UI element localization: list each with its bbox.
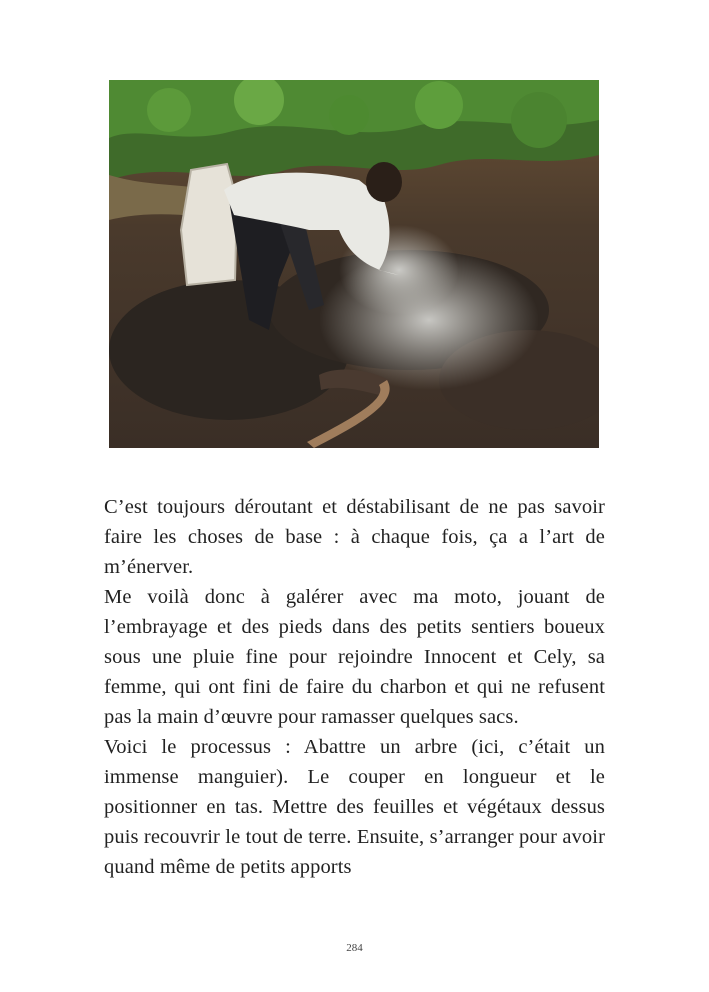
paragraph: Voici le processus : Abattre un arbre (ici, c’était un immense manguier). Le couper en longueur et le positionner en tas. Mettre des feuilles et végétaux dessus puis recouvrir le tout de terre. Ensuite, s’arranger pour avoir quand même de petits apports [104,736,605,878]
body-text [104,492,605,882]
paragraph: Me voilà donc à galérer avec ma moto, jouant de l’embrayage et des pieds dans des petits sentiers boueux sous une pluie fine pour rejoindre Innocent et Cely, sa femme, qui ont fini de faire du charbon et qui ne refusent pas la main d’œuvre pour ramasser quelques sacs. [104,586,605,728]
paragraph: C’est toujours déroutant et déstabilisant de ne pas savoir faire les choses de base : à chaque fois, ça a l’art de m’énerver. [104,496,605,578]
charcoal-photo [109,80,599,448]
page-number: 284 [346,942,363,954]
photo-illustration [109,80,599,448]
